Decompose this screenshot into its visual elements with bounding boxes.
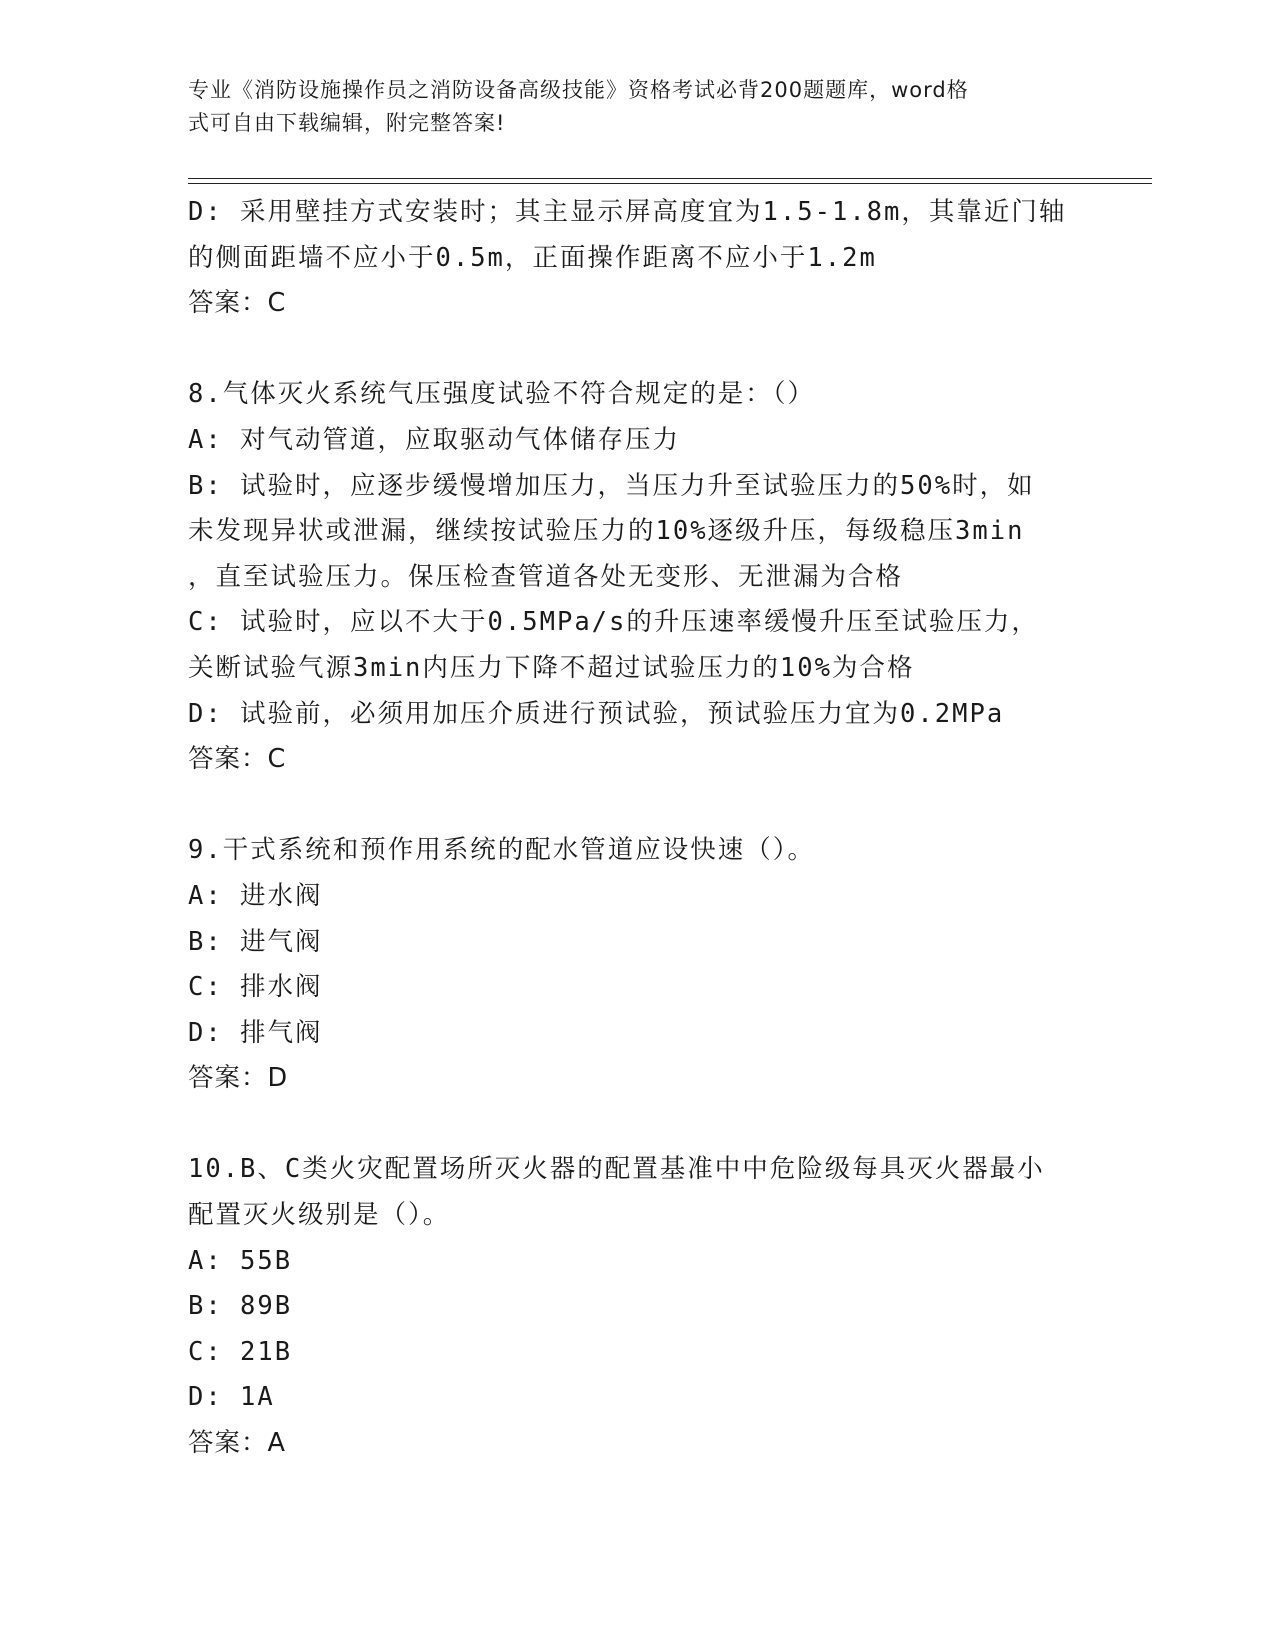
option-d-line-2: 的侧面距墙不应小于0.5m，正面操作距离不应小于1.2m [188, 242, 877, 273]
option-d: D: 1A [188, 1382, 275, 1413]
option-c-line-1: C: 试验时，应以不大于0.5MPa/s的升压速率缓慢升压至试验压力， [188, 607, 1039, 638]
question-stem: 8.气体灭火系统气压强度试验不符合规定的是：（） [188, 379, 815, 410]
header-line-2: 式可自由下载编辑，附完整答案! [188, 111, 506, 135]
question-9 [188, 828, 1088, 1102]
option-a: A: 进水阀 [188, 880, 323, 911]
option-c: C: 排水阀 [188, 972, 323, 1003]
option-d-line-1: D: 采用壁挂方式安装时；其主显示屏高度宜为1.5-1.8m，其靠近门轴 [188, 197, 1067, 227]
option-c-line-2: 关断试验气源3min内压力下降不超过试验压力的10%为合格 [188, 652, 915, 683]
option-c: C: 21B [188, 1336, 293, 1367]
spacer [188, 327, 1088, 373]
answer-line: 答案：A [188, 1428, 286, 1459]
answer-line: 答案：D [188, 1063, 289, 1094]
header-divider-top [188, 178, 1152, 179]
option-b-line-1: B: 试验时，应逐步缓慢增加压力，当压力升至试验压力的50%时，如 [188, 470, 1035, 501]
option-b-line-3: ，直至试验压力。保压检查管道各处无变形、无泄漏为合格 [188, 561, 904, 592]
option-d: D: 试验前，必须用加压介质进行预试验，预试验压力宜为0.2MPa [188, 698, 1005, 729]
question-stem-line-2: 配置灭火级别是（）。 [188, 1200, 451, 1231]
question-8 [188, 372, 1088, 782]
spacer [188, 1102, 1088, 1148]
answer-line: 答案：C [188, 288, 287, 319]
option-b-line-2: 未发现异状或泄漏，继续按试验压力的10%逐级升压，每级稳压3min [188, 516, 1025, 547]
header-divider-bottom [188, 183, 1152, 184]
document-header [188, 74, 1088, 140]
option-a: A: 对气动管道，应取驱动气体储存压力 [188, 424, 681, 455]
option-b: B: 89B [188, 1291, 293, 1322]
question-list [188, 190, 1088, 1467]
question-stem-line-1: 10.B、C类火灾配置场所灭火器的配置基准中中危险级每具灭火器最小 [188, 1154, 1045, 1185]
answer-line: 答案：C [188, 744, 287, 775]
question-stem: 9.干式系统和预作用系统的配水管道应设快速（）。 [188, 835, 815, 866]
spacer [188, 783, 1088, 829]
question-10 [188, 1147, 1088, 1466]
option-b: B: 进气阀 [188, 926, 323, 957]
option-d: D: 排气阀 [188, 1017, 323, 1048]
option-a: A: 55B [188, 1245, 293, 1276]
header-line-1: 专业《消防设施操作员之消防设备高级技能》资格考试必背200题题库，word格 [188, 78, 969, 102]
question-7-continuation [188, 190, 1088, 327]
